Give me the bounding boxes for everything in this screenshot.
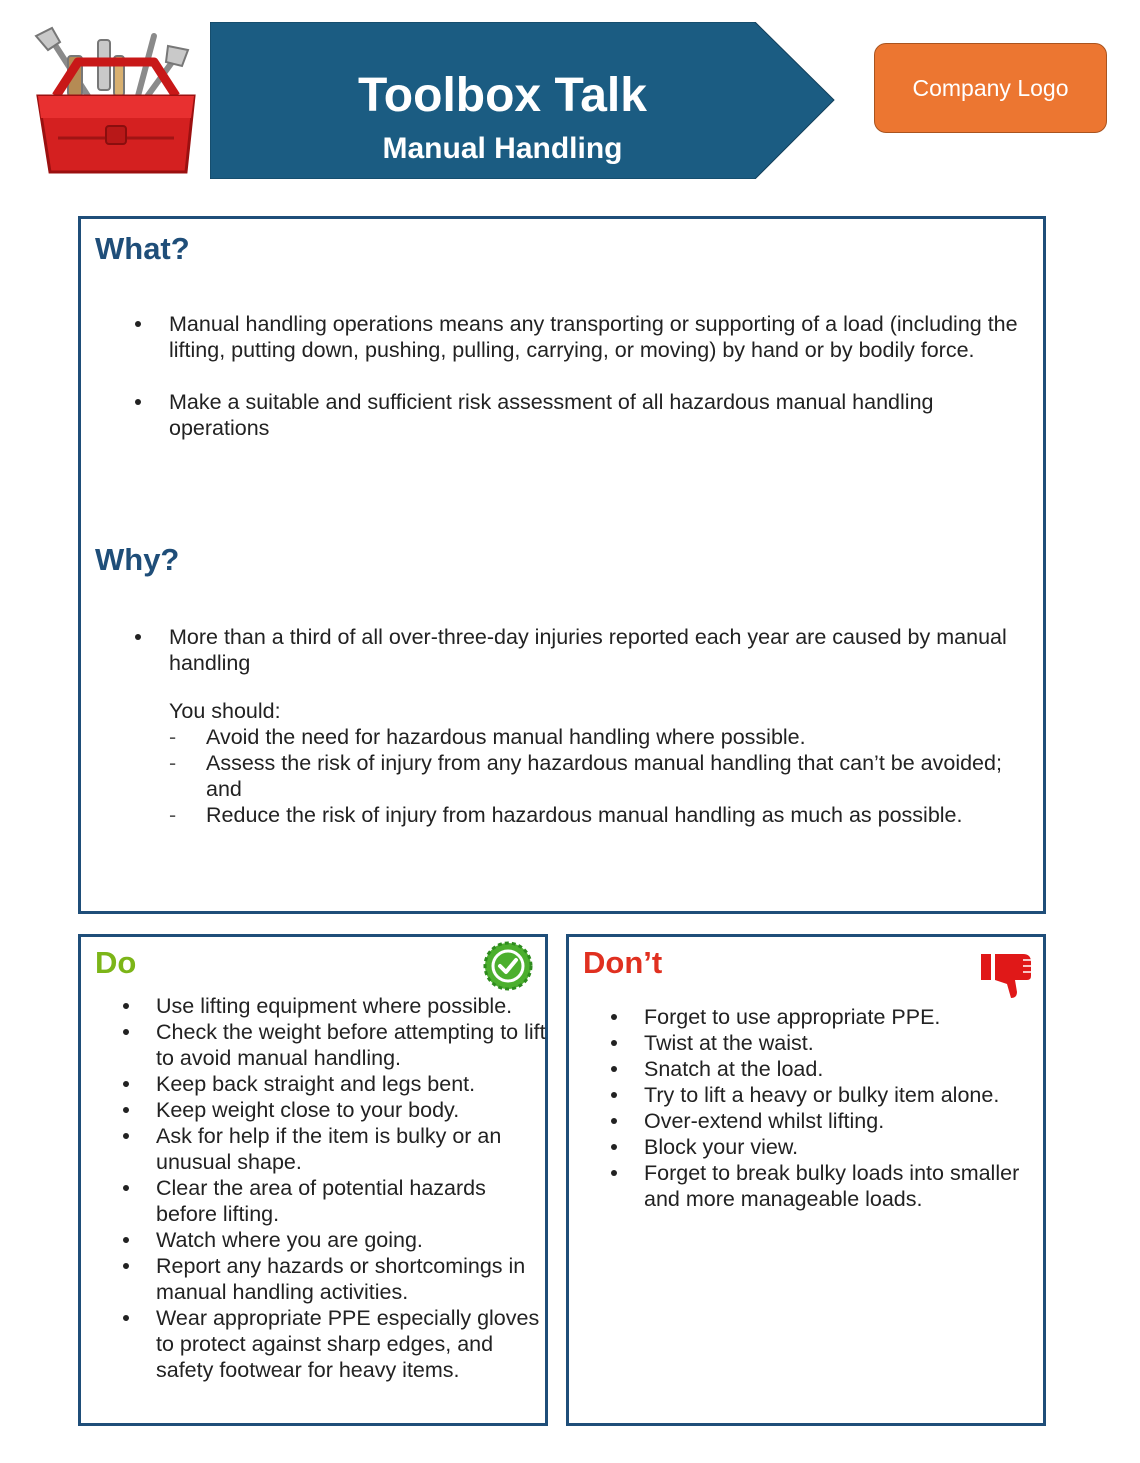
bullet-icon — [611, 1040, 617, 1046]
bullet-icon — [123, 1315, 129, 1321]
bullet-icon — [123, 1003, 129, 1009]
bullet-icon — [123, 1237, 129, 1243]
why-list — [169, 624, 1029, 676]
check-circle-icon — [483, 941, 533, 991]
bullet-icon — [135, 399, 141, 405]
do-heading: Do — [95, 945, 137, 980]
bullet-icon — [123, 1133, 129, 1139]
what-list — [169, 311, 1029, 441]
list-item: Forget to use appropriate PPE. — [644, 1004, 1044, 1030]
do-list — [156, 993, 551, 1383]
bullet-icon — [611, 1170, 617, 1176]
bullet-icon — [611, 1118, 617, 1124]
list-item: Report any hazards or shortcomings in manual handling activities. — [156, 1253, 551, 1305]
list-item: Ask for help if the item is bulky or an unusual shape. — [156, 1123, 551, 1175]
bullet-icon — [611, 1066, 617, 1072]
list-item: Twist at the waist. — [644, 1030, 1044, 1056]
list-item: Clear the area of potential hazards before lifting. — [156, 1175, 551, 1227]
bullet-icon — [123, 1029, 129, 1035]
bullet-icon — [123, 1185, 129, 1191]
dont-heading: Don’t — [583, 945, 663, 980]
list-item: Keep back straight and legs bent. — [156, 1071, 551, 1097]
list-item: - Reduce the risk of injury from hazardous manual handling as much as possible. — [169, 803, 963, 827]
list-item: Use lifting equipment where possible. — [156, 993, 551, 1019]
list-item: Block your view. — [644, 1134, 1044, 1160]
bullet-icon — [123, 1263, 129, 1269]
bullet-icon — [135, 321, 141, 327]
list-item: Wear appropriate PPE especially gloves to protect against sharp edges, and safety footwear for heavy items. — [156, 1305, 551, 1383]
page-subtitle: Manual Handling — [382, 132, 623, 165]
list-item: Try to lift a heavy or bulky item alone. — [644, 1082, 1044, 1108]
list-item: Over-extend whilst lifting. — [644, 1108, 1044, 1134]
list-item: - Avoid the need for hazardous manual handling where possible. — [169, 725, 806, 749]
list-item: Forget to break bulky loads into smaller and more manageable loads. — [644, 1160, 1044, 1212]
list-item: Snatch at the load. — [644, 1056, 1044, 1082]
what-why-section — [78, 216, 1046, 914]
bullet-icon — [123, 1107, 129, 1113]
list-item: Make a suitable and sufficient risk assessment of all hazardous manual handling operations — [169, 389, 1029, 441]
why-heading: Why? — [95, 542, 180, 577]
bullet-icon — [611, 1144, 617, 1150]
page-title: Toolbox Talk — [358, 69, 647, 122]
list-item: Check the weight before attempting to lift to avoid manual handling. — [156, 1019, 551, 1071]
thumbs-down-icon — [979, 950, 1037, 1000]
bullet-icon — [123, 1081, 129, 1087]
dont-section — [566, 934, 1046, 1426]
list-item: Watch where you are going. — [156, 1227, 551, 1253]
title-banner — [210, 22, 836, 179]
list-item: More than a third of all over-three-day injuries reported each year are caused by manual handling — [169, 624, 1029, 676]
actions-list — [169, 724, 1009, 828]
list-item: Manual handling operations means any transporting or supporting of a load (including the lifting, putting down, pushing, pulling, carrying, or moving) by hand or by bodily force. — [169, 311, 1029, 363]
do-section — [78, 934, 548, 1426]
bullet-icon — [611, 1014, 617, 1020]
dont-list — [644, 1004, 1044, 1212]
bullet-icon — [611, 1092, 617, 1098]
list-item: - Assess the risk of injury from any hazardous manual handling that can’t be avoided; and — [169, 751, 1002, 801]
you-should-label: You should: — [169, 699, 281, 723]
bullet-icon — [135, 634, 141, 640]
list-item: Keep weight close to your body. — [156, 1097, 551, 1123]
toolbox-icon — [28, 26, 204, 182]
company-logo: Company Logo — [874, 43, 1107, 133]
what-heading: What? — [95, 231, 190, 266]
